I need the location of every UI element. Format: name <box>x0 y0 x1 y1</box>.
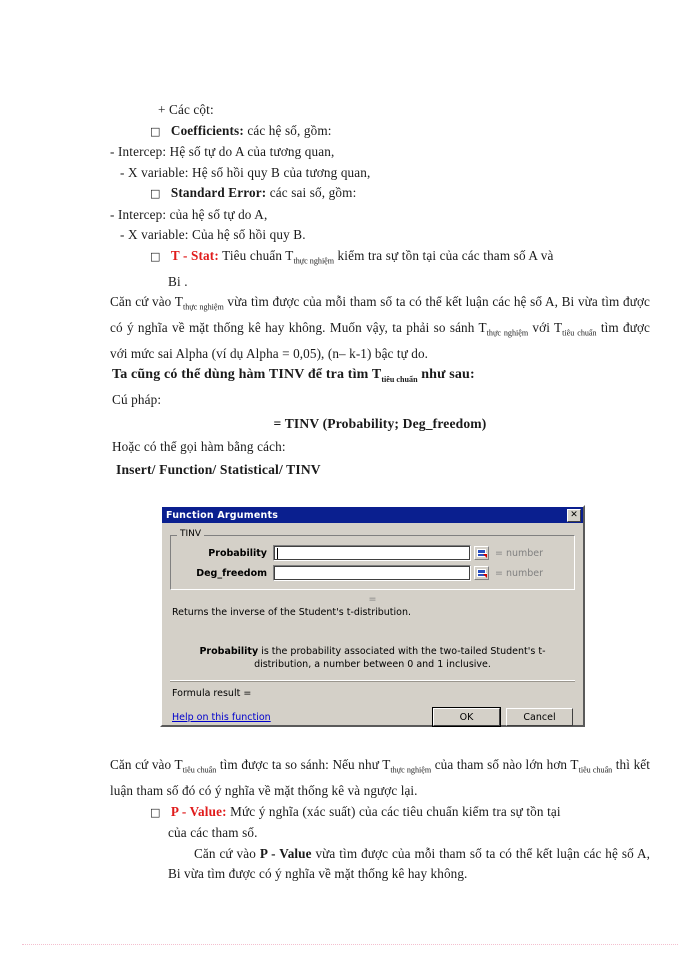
argument-help-rest: is the probability associated with the two-tailed Student's t-distribution, a number between 0 and 1 inclusive. <box>254 646 546 670</box>
sub-thuc-nghiem: thực nghiệm <box>486 328 529 338</box>
dialog-title: Function Arguments <box>166 509 279 521</box>
sub-thuc-nghiem: thực nghiệm <box>390 765 432 775</box>
label-standard-error: Standard Error: <box>170 185 267 200</box>
sub-tieu-chuan: tiêu chuẩn <box>182 765 217 775</box>
footer-rule <box>22 944 678 945</box>
text-para3-a: Căn cứ vào <box>194 845 260 861</box>
text-intercep-2: - Intercep: của hệ số tự do A, <box>110 206 268 222</box>
line-xvariable-1 <box>110 163 650 184</box>
text-bi: Bi . <box>168 273 188 289</box>
paragraph-p-value <box>110 844 650 885</box>
label-t-stat: T - Stat: <box>170 247 219 263</box>
sub-tieu-chuan: tiêu chuẩn <box>381 374 418 384</box>
deg-freedom-input[interactable] <box>273 565 471 581</box>
text-para3-b: vừa tìm được của mỗi tham số ta có thể kết luận các hệ số A, Bi vừa tìm được có ý nghĩa về mặt thống kê hay không. <box>168 845 650 882</box>
text-para1-a: Căn cứ vào T <box>110 294 183 310</box>
function-arguments-dialog <box>160 505 585 727</box>
range-selector-icon[interactable] <box>474 546 489 560</box>
paragraph-t-tieu-chuan <box>110 755 650 802</box>
text-para2-d: thì kết luận tham số đó có ý nghĩa về mặt thống kê và ngược lại. <box>110 757 650 799</box>
text-caret <box>277 548 278 559</box>
function-description: Returns the inverse of the Student's t-distribution. <box>172 607 412 618</box>
label-p-value: P - Value: <box>170 803 227 819</box>
text-pvalue-rest: Mức ý nghĩa (xác suất) của các tiêu chuẩn kiểm tra sự tồn tại <box>226 803 561 819</box>
line-intercep-2 <box>110 205 650 226</box>
text-hoac-co-the: Hoặc có thể gọi hàm bằng cách: <box>112 439 286 455</box>
line-hoac-co-the <box>110 434 650 458</box>
cancel-button[interactable]: Cancel <box>506 708 573 726</box>
text-xvariable-1: - X variable: Hệ số hồi quy B của tương quan, <box>120 164 371 180</box>
argument-row-deg-freedom <box>179 565 566 581</box>
dialog-body <box>162 523 583 727</box>
text-para1-b: vừa tìm được của mỗi tham số ta có thể kết luận các hệ số A, Bi vừa tìm được có ý nghĩa về mặt thống kê hay không. Muốn vậy, ta phải so sánh T <box>110 294 650 336</box>
line-standard-error <box>110 183 650 205</box>
document-body <box>110 100 650 480</box>
label-probability: Probability <box>208 547 267 559</box>
line-syntax <box>110 411 650 435</box>
close-icon[interactable]: ✕ <box>567 509 581 522</box>
square-bullet-icon: □ <box>150 124 161 138</box>
line-tstat <box>110 246 650 272</box>
square-bullet-icon: □ <box>150 805 161 819</box>
groupbox-label-tinv: TINV <box>177 529 204 539</box>
line-p-value <box>110 802 650 824</box>
paragraph-t-thuc-nghiem <box>110 292 650 365</box>
line-intercep-1 <box>110 142 650 163</box>
argument-help-bold: Probability <box>199 646 259 657</box>
label-deg-freedom: Deg_freedom <box>196 567 267 579</box>
deg-freedom-result-hint: = number <box>495 567 544 579</box>
text-para2-c: của tham số nào lớn hơn T <box>431 757 579 772</box>
square-bullet-icon: □ <box>150 249 161 263</box>
text-para3-bold: P - Value <box>259 845 312 861</box>
text-heading-b: như sau: <box>417 366 475 382</box>
range-selector-icon[interactable] <box>474 566 489 580</box>
text-pvalue-line2: của các tham số. <box>168 825 258 841</box>
square-bullet-icon: □ <box>150 187 161 200</box>
sub-thuc-nghiem: thực nghiệm <box>293 256 335 266</box>
text-para1-d: tìm được với mức sai Alpha (ví dụ Alpha = 0,05), (n– k-1) bậc tự do. <box>110 320 650 362</box>
text-intercep-1: - Intercep: Hệ số tự do A của tương quan, <box>110 144 335 159</box>
probability-result-hint: = number <box>495 547 544 559</box>
text-coefficients-rest: các hệ số, gồm: <box>243 122 332 138</box>
text-syntax: = TINV (Probability; Deg_freedom) <box>273 415 487 431</box>
result-equals: = <box>368 594 377 605</box>
document-body-lower <box>110 755 650 885</box>
line-cac-cot <box>110 100 650 121</box>
sub-tieu-chuan: tiêu chuẩn <box>562 328 597 338</box>
sub-thuc-nghiem: thực nghiệm <box>182 302 224 312</box>
argument-help-text <box>184 618 561 671</box>
line-xvariable-2 <box>110 225 650 246</box>
ok-button[interactable]: OK <box>433 708 500 726</box>
text-heading-a: Ta cũng có thể dùng hàm TINV để tra tìm T <box>112 366 382 382</box>
text-xvariable-2: - X variable: Của hệ số hồi quy B. <box>120 227 306 242</box>
text-tstat-a: Tiêu chuẩn T <box>218 247 294 263</box>
line-tstat-2 <box>110 272 650 293</box>
heading-tinv <box>110 365 650 390</box>
dialog-titlebar[interactable] <box>162 507 583 523</box>
help-on-this-function-link[interactable]: Help on this function <box>172 711 271 723</box>
argument-row-probability <box>179 545 566 561</box>
dialog-button-group <box>433 708 575 726</box>
text-cu-phap: Cú pháp: <box>112 392 162 408</box>
probability-input[interactable] <box>273 545 471 561</box>
text-para1-c: với T <box>528 320 563 336</box>
text-para2-a: Căn cứ vào T <box>110 757 183 772</box>
line-insert-path <box>110 458 650 481</box>
text-cac-cot: + Các cột: <box>158 102 214 117</box>
text-tstat-b: kiểm tra sự tồn tại của các tham số A và <box>334 247 554 263</box>
arguments-groupbox <box>170 529 575 590</box>
formula-result: Formula result = <box>172 688 252 699</box>
text-para2-b: tìm được ta so sánh: Nếu như T <box>216 757 391 772</box>
line-p-value-2 <box>110 823 650 844</box>
line-coefficients <box>110 121 650 143</box>
line-cu-phap <box>110 390 650 411</box>
text-standard-error-rest: các sai số, gồm: <box>266 185 357 200</box>
sub-tieu-chuan: tiêu chuẩn <box>578 765 613 775</box>
dialog-footer <box>170 699 575 726</box>
text-insert-path: Insert/ Function/ Statistical/ TINV <box>116 461 321 477</box>
label-coefficients: Coefficients: <box>170 122 244 138</box>
